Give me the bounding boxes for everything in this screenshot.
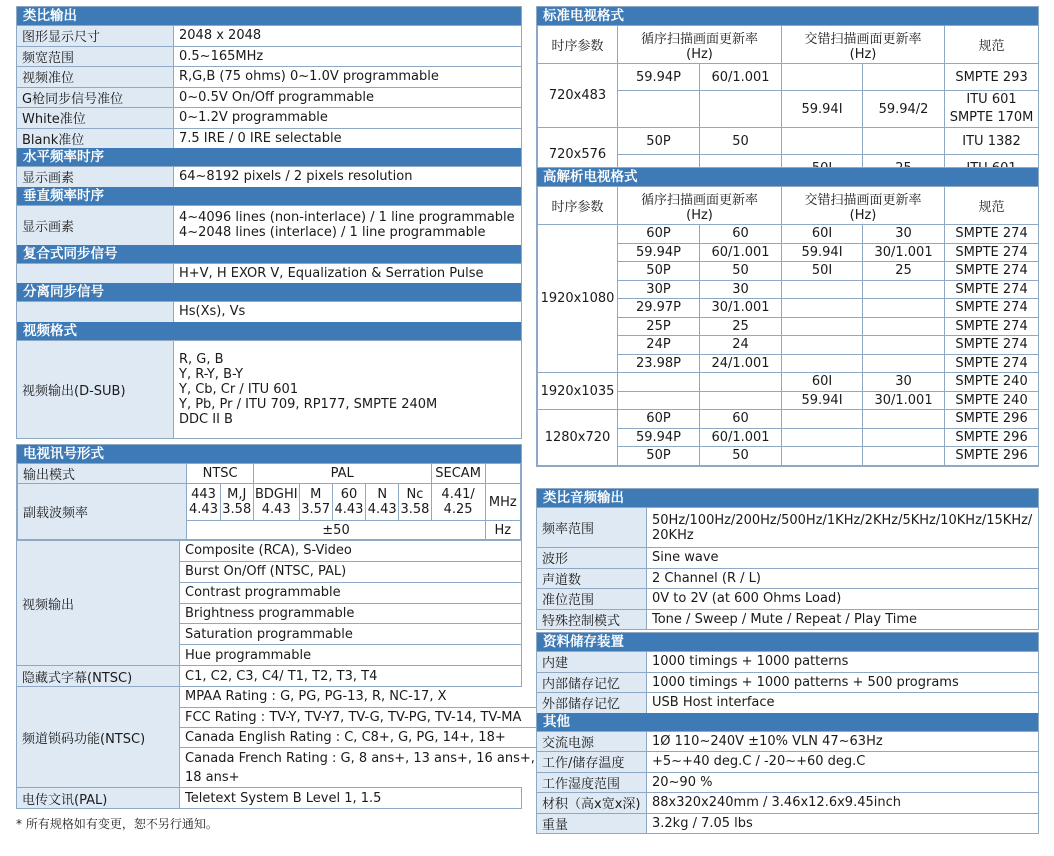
rate-cell: 30/1.001 bbox=[863, 391, 945, 410]
rate-cell bbox=[863, 336, 945, 355]
spec-value-line: 0~0.5V On/Off programmable bbox=[179, 89, 375, 105]
spec-label: 内建 bbox=[537, 652, 647, 672]
spec-row bbox=[17, 107, 521, 128]
spec-label: G枪同步信号准位 bbox=[17, 88, 174, 108]
spec-value-line: 1000 timings + 1000 patterns + 500 programs bbox=[652, 674, 959, 690]
spec-row bbox=[537, 813, 1038, 834]
spec-label: 工作湿度范围 bbox=[537, 773, 647, 793]
spec-label: 材积（高x宽x深) bbox=[537, 793, 647, 813]
tv-value-line: MPAA Rating : G, PG, PG-13, R, NC-17, X bbox=[185, 689, 447, 705]
spec-value-line: DDC II B bbox=[179, 411, 233, 427]
rate-cell: 60 bbox=[700, 410, 782, 429]
rate-cell: 60P bbox=[618, 225, 700, 244]
spec-label: 特殊控制模式 bbox=[537, 610, 647, 630]
spec-label: 工作/储存温度 bbox=[537, 752, 647, 772]
spec-row bbox=[537, 609, 1038, 630]
spec-value bbox=[647, 793, 1038, 813]
rate-cell bbox=[782, 447, 863, 466]
subcarrier-top: 60 bbox=[340, 487, 358, 502]
rate-cell: 30/1.001 bbox=[863, 243, 945, 262]
rate-cell bbox=[863, 128, 945, 155]
spec-row bbox=[537, 672, 1038, 693]
spec-row bbox=[537, 588, 1038, 609]
rate-cell: 60/1.001 bbox=[700, 243, 782, 262]
tv-row-values bbox=[180, 788, 521, 808]
tv-signal-table bbox=[17, 463, 521, 540]
interlace-rate-label: 交错扫描画面更新率 bbox=[804, 31, 922, 47]
rate-cell: 59.94P bbox=[618, 64, 700, 91]
subcarrier-cell bbox=[431, 484, 485, 521]
spec-row bbox=[17, 263, 521, 284]
rate-cell: 50P bbox=[618, 447, 700, 466]
storage-other-panel bbox=[536, 632, 1039, 834]
rate-cell bbox=[618, 373, 700, 392]
spec-value-line: 50Hz/100Hz/200Hz/500Hz/1KHz/2KHz/5KHz/10KHz/15KHz/ bbox=[652, 512, 1033, 528]
subcarrier-bottom: 3.58 bbox=[222, 502, 252, 517]
section-header: 垂直频率时序 bbox=[17, 187, 521, 205]
tv-value-line: Contrast programmable bbox=[180, 582, 521, 603]
tv-value-line: Canada French Rating : G, 8 ans+, 13 ans+, 16 ans+, bbox=[180, 747, 540, 767]
standard-cell: SMPTE 240 bbox=[945, 373, 1039, 392]
standard-line: ITU 601 bbox=[966, 92, 1017, 107]
spec-row bbox=[17, 66, 521, 87]
tv-row-values bbox=[180, 541, 521, 665]
rate-cell: 59.94I bbox=[782, 91, 863, 128]
spec-row bbox=[537, 731, 1038, 752]
rate-cell bbox=[782, 128, 863, 155]
spec-row bbox=[17, 166, 521, 187]
rate-cell: 24 bbox=[700, 336, 782, 355]
standard-cell: SMPTE 274 bbox=[945, 299, 1039, 318]
spec-label: 准位范围 bbox=[537, 589, 647, 609]
rate-cell bbox=[863, 428, 945, 447]
spec-value-line: 0~1.2V programmable bbox=[179, 110, 328, 126]
rate-cell: 24/1.001 bbox=[700, 354, 782, 373]
pal-header: PAL bbox=[253, 464, 431, 484]
spec-row bbox=[537, 751, 1038, 772]
section-header: 分离同步信号 bbox=[17, 283, 521, 301]
rate-cell bbox=[782, 354, 863, 373]
subcarrier-bottom: 3.58 bbox=[400, 502, 430, 517]
rate-cell bbox=[782, 64, 863, 91]
spec-value-line: 4~4096 lines (non-interlace) / 1 line programmable bbox=[179, 210, 515, 225]
spec-label: Blank准位 bbox=[17, 129, 174, 149]
tv-row-label: 视频输出 bbox=[17, 541, 180, 665]
spec-value-line: Sine wave bbox=[652, 550, 719, 566]
rate-cell bbox=[700, 391, 782, 410]
rate-cell: 23.98P bbox=[618, 354, 700, 373]
tv-row bbox=[17, 540, 521, 665]
standard-cell: SMPTE 274 bbox=[945, 262, 1039, 281]
spec-row bbox=[17, 340, 521, 439]
spec-row bbox=[17, 128, 521, 149]
rate-cell: 30 bbox=[700, 280, 782, 299]
timing-param-header: 时序参数 bbox=[538, 187, 618, 225]
spec-value-line: 2048 x 2048 bbox=[179, 28, 262, 44]
progressive-rate-label: 循序扫描画面更新率 bbox=[641, 31, 759, 47]
rate-cell bbox=[782, 299, 863, 318]
sd-tv-table bbox=[537, 25, 1039, 182]
interlace-rate-header bbox=[782, 26, 945, 64]
spec-value-line: 2 Channel (R / L) bbox=[652, 570, 761, 586]
spec-value bbox=[174, 67, 521, 87]
ntsc-header: NTSC bbox=[187, 464, 254, 484]
rate-cell bbox=[863, 317, 945, 336]
rate-cell: 30 bbox=[863, 225, 945, 244]
progressive-rate-header bbox=[618, 187, 782, 225]
spec-value bbox=[174, 167, 521, 187]
rate-cell: 60P bbox=[618, 410, 700, 429]
spec-row bbox=[537, 651, 1038, 672]
standard-cell: SMPTE 274 bbox=[945, 317, 1039, 336]
spec-row bbox=[17, 87, 521, 108]
rate-cell: 59.94I bbox=[782, 243, 863, 262]
progressive-rate-unit: (Hz) bbox=[686, 207, 713, 223]
standard-cell: SMPTE 296 bbox=[945, 428, 1039, 447]
rate-cell bbox=[863, 64, 945, 91]
hd-tv-table bbox=[537, 186, 1039, 466]
rate-cell: 60/1.001 bbox=[700, 64, 782, 91]
subcarrier-top: M bbox=[310, 487, 322, 502]
subcarrier-cell bbox=[220, 484, 253, 521]
spec-row bbox=[537, 692, 1038, 713]
resolution-cell: 720x483 bbox=[538, 64, 618, 128]
spec-label: 显示画素 bbox=[17, 206, 174, 245]
spec-value-line: 4~2048 lines (interlace) / 1 line programmable bbox=[179, 225, 486, 240]
resolution-cell: 720x576 bbox=[538, 128, 618, 182]
spec-value bbox=[647, 773, 1038, 793]
secam-header: SECAM bbox=[431, 464, 485, 484]
spec-value bbox=[174, 341, 521, 439]
spec-label: White准位 bbox=[17, 108, 174, 128]
standard-cell: SMPTE 274 bbox=[945, 225, 1039, 244]
tv-row bbox=[17, 787, 521, 808]
subcarrier-top: 443 bbox=[191, 487, 216, 502]
tv-value-line: Teletext System B Level 1, 1.5 bbox=[185, 790, 382, 806]
tv-value-line: C1, C2, C3, C4/ T1, T2, T3, T4 bbox=[185, 668, 378, 684]
spec-value bbox=[647, 508, 1038, 547]
spec-value-line: 0.5~165MHz bbox=[179, 48, 264, 64]
rate-cell: 30 bbox=[863, 373, 945, 392]
interlace-rate-unit: (Hz) bbox=[849, 207, 877, 223]
standard-cell: SMPTE 296 bbox=[945, 410, 1039, 429]
audio-panel bbox=[536, 488, 1039, 630]
spec-row bbox=[537, 568, 1038, 589]
rate-cell: 60I bbox=[782, 225, 863, 244]
tv-row bbox=[17, 686, 535, 787]
rate-cell bbox=[782, 317, 863, 336]
subcarrier-bottom: 4.43 bbox=[367, 502, 397, 517]
spec-value-line: 3.2kg / 7.05 lbs bbox=[652, 815, 753, 831]
rate-cell: 30/1.001 bbox=[700, 299, 782, 318]
rate-cell: 24P bbox=[618, 336, 700, 355]
analog-output-panel bbox=[16, 6, 522, 439]
spec-value-line: 20KHz bbox=[652, 527, 694, 543]
rate-cell bbox=[782, 280, 863, 299]
spec-value bbox=[647, 652, 1038, 672]
tolerance-value: ±50 bbox=[187, 521, 485, 540]
rate-cell: 50 bbox=[700, 447, 782, 466]
section-header: 类比音频输出 bbox=[537, 489, 1038, 507]
rate-cell: 25 bbox=[700, 317, 782, 336]
spec-value-line: 1000 timings + 1000 patterns bbox=[652, 654, 849, 670]
tv-value-line: Composite (RCA), S-Video bbox=[185, 543, 352, 559]
subcarrier-cell bbox=[253, 484, 299, 521]
spec-value bbox=[647, 752, 1038, 772]
tv-value-line: Burst On/Off (NTSC, PAL) bbox=[180, 561, 521, 582]
disclaimer-note: * 所有规格如有变更，恕不另行通知。 bbox=[16, 817, 218, 831]
subcarrier-cell bbox=[366, 484, 399, 521]
spec-row bbox=[537, 792, 1038, 813]
subcarrier-top: Nc bbox=[406, 487, 424, 502]
progressive-rate-label: 循序扫描画面更新率 bbox=[641, 192, 759, 208]
spec-label: 交流电源 bbox=[537, 732, 647, 752]
spec-label: 频率范围 bbox=[537, 508, 647, 547]
progressive-rate-header bbox=[618, 26, 782, 64]
spec-value-line: 88x320x240mm / 3.46x12.6x9.45inch bbox=[652, 795, 901, 811]
spec-row bbox=[537, 547, 1038, 568]
rate-cell bbox=[700, 91, 782, 128]
subcarrier-top: M,J bbox=[227, 487, 247, 502]
spec-label: 波形 bbox=[537, 548, 647, 568]
spec-row bbox=[17, 25, 521, 46]
rate-cell bbox=[863, 410, 945, 429]
spec-label: 显示画素 bbox=[17, 167, 174, 187]
tv-value-line: Brightness programmable bbox=[180, 603, 521, 624]
spec-value-line: R,G,B (75 ohms) 0~1.0V programmable bbox=[179, 69, 439, 85]
rate-cell: 25P bbox=[618, 317, 700, 336]
standard-cell: SMPTE 274 bbox=[945, 354, 1039, 373]
spec-label: 频宽范围 bbox=[17, 47, 174, 67]
rate-cell: 59.94/2 bbox=[863, 91, 945, 128]
section-header: 其他 bbox=[537, 713, 1038, 731]
rate-cell bbox=[863, 447, 945, 466]
tv-value-line: FCC Rating : TV-Y, TV-Y7, TV-G, TV-PG, TV-14, TV-MA bbox=[180, 707, 540, 727]
interlace-rate-label: 交错扫描画面更新率 bbox=[804, 192, 922, 208]
spec-label bbox=[17, 264, 174, 284]
subcarrier-bottom: 4.25 bbox=[443, 502, 473, 517]
standard-cell: SMPTE 274 bbox=[945, 280, 1039, 299]
sd-tv-panel bbox=[536, 6, 1039, 183]
spec-value bbox=[647, 693, 1038, 713]
rate-cell bbox=[618, 91, 700, 128]
rate-cell: 59.94I bbox=[782, 391, 863, 410]
spec-label: 声道数 bbox=[537, 569, 647, 589]
spec-value bbox=[647, 814, 1038, 834]
rate-cell bbox=[782, 410, 863, 429]
standard-cell: SMPTE 274 bbox=[945, 336, 1039, 355]
hz-unit: Hz bbox=[485, 521, 520, 540]
subcarrier-bottom: 4.43 bbox=[334, 502, 364, 517]
spec-value bbox=[647, 548, 1038, 568]
section-header: 视频格式 bbox=[17, 322, 521, 340]
spec-label: 视频输出(D-SUB) bbox=[17, 341, 174, 439]
rate-cell bbox=[782, 428, 863, 447]
section-header: 水平频率时序 bbox=[17, 148, 521, 166]
standard-cell: SMPTE 274 bbox=[945, 243, 1039, 262]
subcarrier-top: BDGHI bbox=[254, 487, 298, 502]
rate-cell bbox=[863, 299, 945, 318]
spec-value-line: 1Ø 110~240V ±10% VLN 47~63Hz bbox=[652, 733, 883, 749]
subcarrier-cell bbox=[399, 484, 431, 521]
rate-cell: 59.94P bbox=[618, 428, 700, 447]
spec-value bbox=[174, 206, 521, 245]
spec-value-line: USB Host interface bbox=[652, 695, 775, 711]
spec-value-line: 7.5 IRE / 0 IRE selectable bbox=[179, 130, 342, 146]
tv-row-values bbox=[180, 666, 521, 686]
interlace-rate-unit: (Hz) bbox=[849, 46, 877, 62]
spec-value-line: Hs(Xs), Vs bbox=[179, 304, 246, 320]
resolution-cell: 1920x1080 bbox=[538, 225, 618, 373]
progressive-rate-unit: (Hz) bbox=[686, 46, 713, 62]
spec-value-line: R, G, B bbox=[179, 351, 224, 367]
hd-tv-title: 高解析电视格式 bbox=[537, 168, 1038, 186]
spec-label: 视频准位 bbox=[17, 67, 174, 87]
rate-cell: 50 bbox=[700, 262, 782, 281]
subcarrier-top: N bbox=[377, 487, 388, 502]
subcarrier-top: 4.41/ bbox=[441, 487, 475, 502]
hd-tv-panel bbox=[536, 167, 1039, 467]
spec-value bbox=[647, 569, 1038, 589]
spec-value-line: Y, R-Y, B-Y bbox=[179, 366, 244, 382]
rate-cell: 60/1.001 bbox=[700, 428, 782, 447]
spec-value-line: Y, Cb, Cr / ITU 601 bbox=[179, 381, 299, 397]
spec-value-line: H+V, H EXOR V, Equalization & Serration Pulse bbox=[179, 265, 484, 281]
spec-value-line: +5~+40 deg.C / -20~+60 deg.C bbox=[652, 754, 866, 770]
rate-cell: 50P bbox=[618, 262, 700, 281]
rate-cell: 25 bbox=[863, 262, 945, 281]
rate-cell: 60I bbox=[782, 373, 863, 392]
rate-cell bbox=[863, 354, 945, 373]
tv-value-line: 18 ans+ bbox=[185, 770, 240, 786]
spec-value bbox=[647, 673, 1038, 693]
spec-label: 外部储存记忆 bbox=[537, 693, 647, 713]
sd-tv-title: 标准电视格式 bbox=[537, 7, 1038, 25]
subcarrier-bottom: 3.57 bbox=[301, 502, 331, 517]
tv-row bbox=[17, 665, 521, 686]
spec-value-line: 20~90 % bbox=[652, 774, 713, 790]
tv-value-line: Canada English Rating : C, C8+, G, PG, 14+, 18+ bbox=[180, 727, 540, 747]
tv-row-label: 频道锁码功能(NTSC) bbox=[17, 687, 180, 787]
output-mode-label: 输出模式 bbox=[18, 464, 187, 484]
subcarrier-label: 副载波频率 bbox=[18, 484, 187, 540]
rate-cell bbox=[700, 373, 782, 392]
spec-row bbox=[17, 46, 521, 67]
tv-signal-panel bbox=[16, 444, 535, 809]
section-header: 类比输出 bbox=[17, 7, 521, 25]
spec-value-line: Y, Pb, Pr / ITU 709, RP177, SMPTE 240M bbox=[179, 396, 438, 412]
standard-cell: SMPTE 293 bbox=[945, 64, 1039, 91]
spec-value bbox=[174, 88, 521, 108]
spec-value-line: Tone / Sweep / Mute / Repeat / Play Time bbox=[652, 611, 918, 627]
interlace-rate-header bbox=[782, 187, 945, 225]
rate-cell: 29.97P bbox=[618, 299, 700, 318]
spec-label: 内部储存记忆 bbox=[537, 673, 647, 693]
spec-label: 重量 bbox=[537, 814, 647, 834]
subcarrier-cell bbox=[299, 484, 332, 521]
spec-value bbox=[174, 264, 521, 284]
tv-value-line: Hue programmable bbox=[180, 644, 521, 665]
spec-label: 图形显示尺寸 bbox=[17, 26, 174, 46]
spec-row bbox=[537, 772, 1038, 793]
spec-value-line: 0V to 2V (at 600 Ohms Load) bbox=[652, 591, 842, 607]
tv-row-values bbox=[180, 687, 540, 787]
tv-signal-title: 电视讯号形式 bbox=[17, 445, 521, 463]
rate-cell bbox=[618, 391, 700, 410]
standard-header: 规范 bbox=[945, 187, 1039, 225]
standard-line: SMPTE 170M bbox=[949, 110, 1034, 125]
subcarrier-cell bbox=[187, 484, 220, 521]
standard-cell: SMPTE 240 bbox=[945, 391, 1039, 410]
rate-cell: 50I bbox=[782, 262, 863, 281]
spec-value-line: 64~8192 pixels / 2 pixels resolution bbox=[179, 169, 413, 185]
mhz-unit: MHz bbox=[485, 484, 520, 521]
spec-value bbox=[174, 108, 521, 128]
section-header: 资料储存装置 bbox=[537, 633, 1038, 651]
subcarrier-bottom: 4.43 bbox=[261, 502, 291, 517]
standard-header: 规范 bbox=[945, 26, 1039, 64]
spec-label bbox=[17, 302, 174, 322]
spec-value bbox=[174, 302, 521, 322]
section-header: 复合式同步信号 bbox=[17, 245, 521, 263]
rate-cell: 50 bbox=[700, 128, 782, 155]
spec-value bbox=[647, 610, 1038, 630]
resolution-cell: 1920x1035 bbox=[538, 373, 618, 410]
standard-cell bbox=[945, 91, 1039, 128]
spec-row bbox=[17, 301, 521, 322]
rate-cell: 30P bbox=[618, 280, 700, 299]
spec-value bbox=[174, 129, 521, 149]
spec-value bbox=[647, 732, 1038, 752]
subcarrier-bottom: 4.43 bbox=[189, 502, 218, 517]
tv-value-line: Saturation programmable bbox=[180, 623, 521, 644]
standard-cell: ITU 1382 bbox=[945, 128, 1039, 155]
rate-cell bbox=[863, 280, 945, 299]
tv-row-label: 电传文讯(PAL) bbox=[17, 788, 180, 808]
spec-value bbox=[647, 589, 1038, 609]
rate-cell bbox=[782, 336, 863, 355]
rate-cell: 60 bbox=[700, 225, 782, 244]
standard-cell: SMPTE 296 bbox=[945, 447, 1039, 466]
timing-param-header: 时序参数 bbox=[538, 26, 618, 64]
tv-row-label: 隐藏式字幕(NTSC) bbox=[17, 666, 180, 686]
rate-cell: 59.94P bbox=[618, 243, 700, 262]
spec-row bbox=[17, 205, 521, 245]
subcarrier-cell bbox=[332, 484, 365, 521]
spec-value bbox=[174, 47, 521, 67]
spec-row bbox=[537, 507, 1038, 547]
spec-value bbox=[174, 26, 521, 46]
resolution-cell: 1280x720 bbox=[538, 410, 618, 466]
rate-cell: 50P bbox=[618, 128, 700, 155]
